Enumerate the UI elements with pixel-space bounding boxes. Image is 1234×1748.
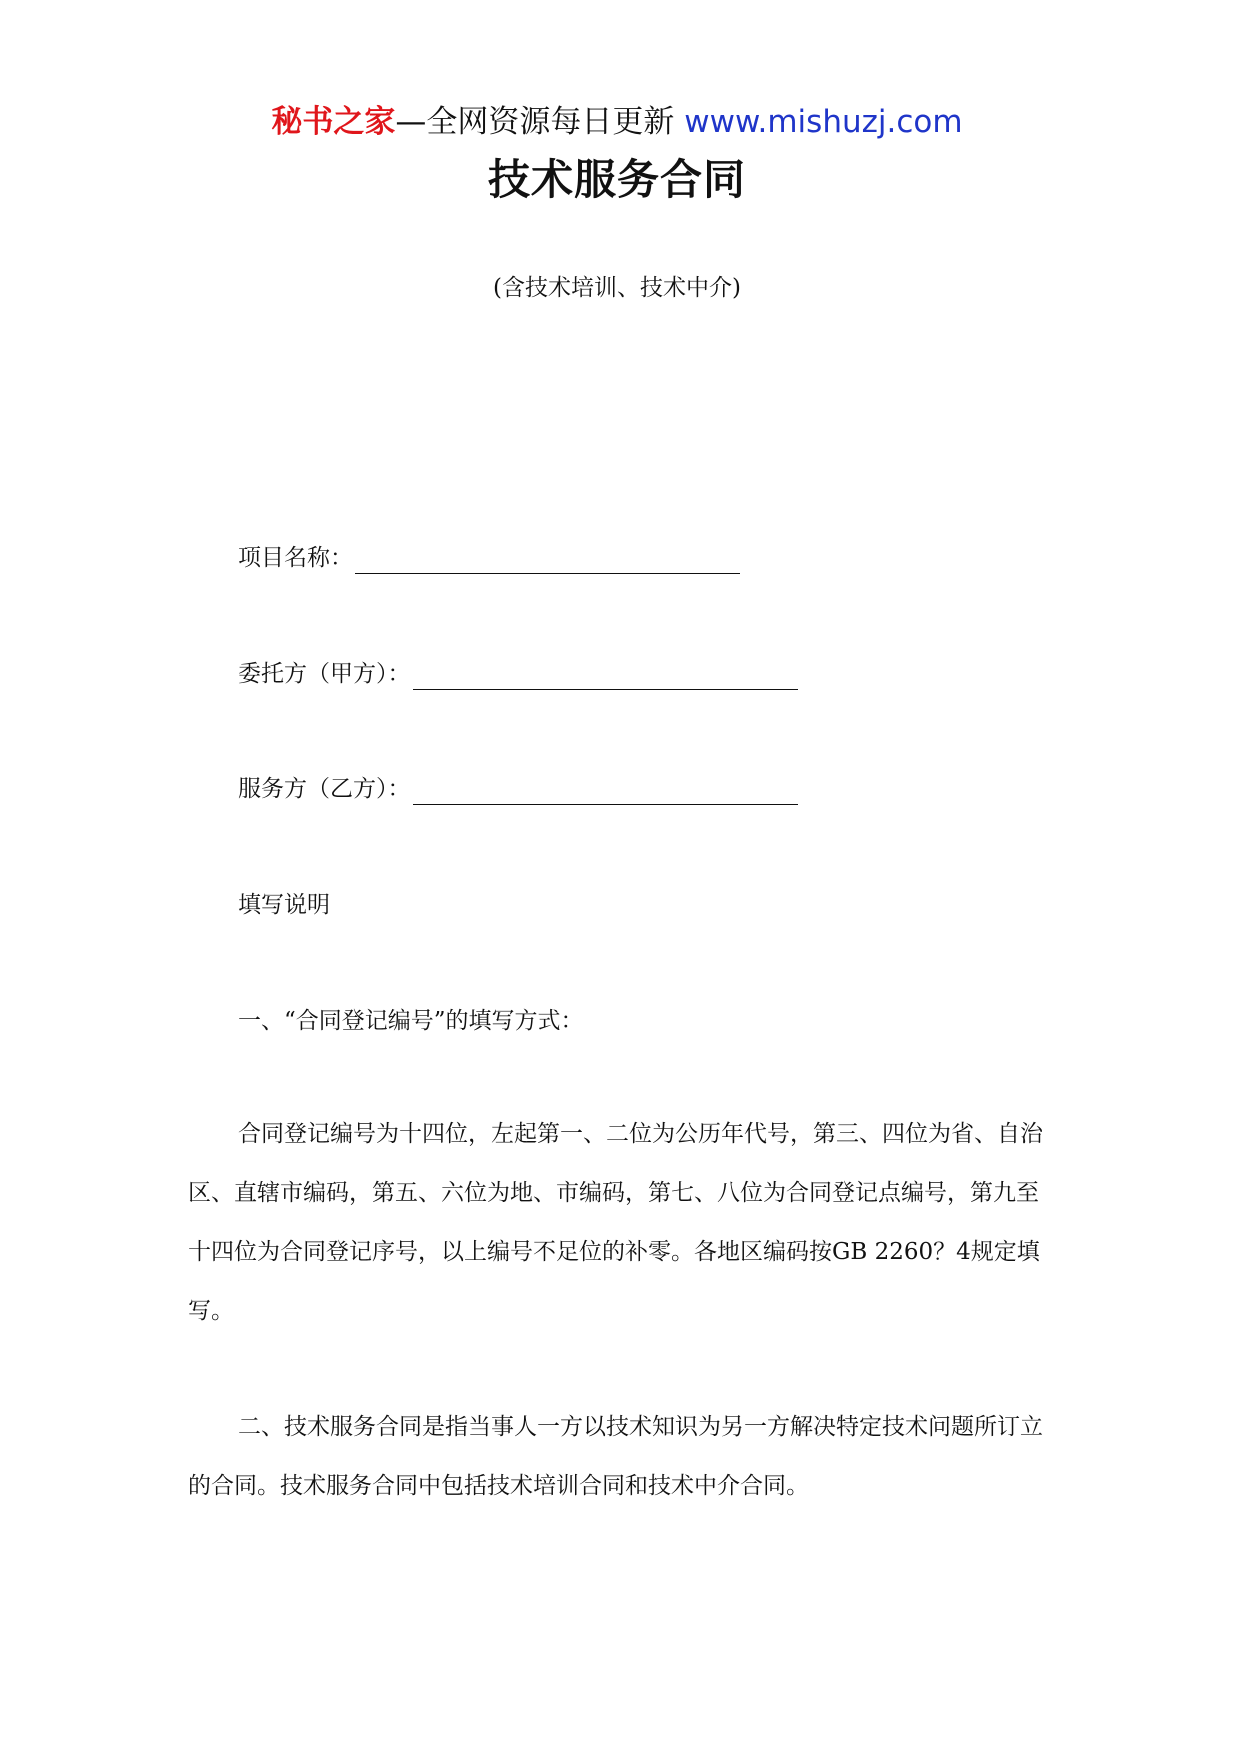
instructions-heading: 填写说明 [238, 892, 330, 918]
project-name-field [238, 542, 740, 574]
brand-name: 秘书之家 [271, 104, 396, 140]
section-1-paragraph: 合同登记编号为十四位，左起第一、二位为公历年代号，第三、四位为省、自治区、直辖市编码，第五、六位为地、市编码，第七、八位为合同登记点编号，第九至十四位为合同登记序号，以上编号不足位的补零。各地区编码按GB 2260？4规定填写。 [188, 1121, 1043, 1324]
provider-party-blank[interactable] [413, 776, 798, 805]
section-1-heading: 一、“合同登记编号”的填写方式： [238, 1008, 584, 1034]
section-1-body [188, 1105, 1058, 1341]
client-party-label: 委托方（甲方）： [238, 661, 411, 687]
project-name-label: 项目名称： [238, 545, 353, 571]
banner-tagline: —全网资源每日更新 [395, 104, 685, 140]
client-party-blank[interactable] [413, 661, 798, 690]
document-subtitle: (含技术培训、技术中介) [493, 275, 741, 301]
section-2-paragraph: 二、技术服务合同是指当事人一方以技术知识为另一方解决特定技术问题所订立的合同。技术服务合同中包括技术培训合同和技术中介合同。 [188, 1414, 1043, 1499]
provider-party-field [238, 773, 798, 805]
site-banner [0, 102, 1234, 142]
section-2-body [188, 1398, 1058, 1516]
provider-party-label: 服务方（乙方）： [238, 776, 411, 802]
project-name-blank[interactable] [355, 545, 740, 574]
document-title: 技术服务合同 [487, 155, 746, 204]
client-party-field [238, 658, 798, 690]
site-url-link[interactable]: www.mishuzj.com [684, 104, 963, 140]
